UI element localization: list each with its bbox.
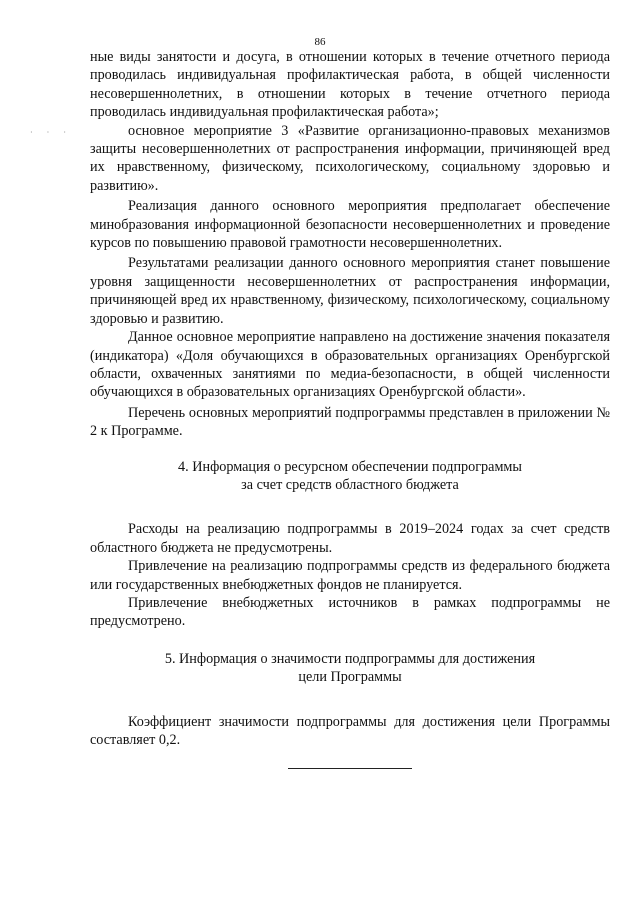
paragraph-list-of-activities: Перечень основных мероприятий подпрограммы представлен в приложении № 2 к Программе.	[90, 404, 610, 440]
section-4-heading-line-1: 4. Информация о ресурсном обеспечении подпрограммы	[178, 458, 522, 475]
section-4-heading-line-2: за счет средств областного бюджета	[241, 476, 459, 493]
paragraph-federal-funds: Привлечение на реализацию подпрограммы средств из федерального бюджета или государственных внебюджетных фондов не планируется.	[90, 558, 610, 593]
end-of-section-rule	[288, 768, 412, 769]
paragraph-expenses: Расходы на реализацию подпрограммы в 2019–2024 годах за счет средств областного бюджета не предусмотрены.	[90, 521, 610, 556]
page-number: 86	[314, 36, 326, 48]
paragraph-implementation: Реализация данного основного мероприятия предполагает обеспечение минобразования информационной безопасности несовершеннолетних и проведение курсов по повышению правовой грамотности несовершеннолетних.	[90, 198, 610, 252]
paragraph-indicator: Данное основное мероприятие направлено на достижение значения показателя (индикатора) «Доля обучающихся в образовательных организациях Оренбургской области, охваченных занятиями по медиа-безопасности, в общей численности обучающихся в образовательных организациях Оренбургской области».	[90, 329, 610, 401]
paragraph-continuation: ные виды занятости и досуга, в отношении которых в течение отчетного периода проводилась индивидуальная профилактическая работа, в общей численности несовершеннолетних, в отношении которых в течение отчетного периода проводилась индивидуальная профилактическая работа»;	[90, 49, 610, 121]
section-5-heading	[90, 650, 610, 687]
section-4-heading	[90, 458, 610, 495]
body-text	[90, 48, 610, 749]
margin-marks: · · ·	[30, 128, 72, 137]
section-5-heading-line-1: 5. Информация о значимости подпрограммы для достижения	[164, 650, 536, 667]
paragraph-significance-coefficient: Коэффициент значимости подпрограммы для достижения цели Программы составляет 0,2.	[90, 713, 610, 748]
paragraph-main-activity-3: основное мероприятие 3 «Развитие организационно-правовых механизмов защиты несовершеннолетних от распространения информации, причиняющей вред их нравственному, физическому, психологическому, социальному здоровью и развитию».	[90, 122, 610, 194]
paragraph-results: Результатами реализации данного основного мероприятия станет повышение уровня защищенности несовершеннолетних от распространения информации, причиняющей вред их нравственному, физическому, психологическому, социальному здоровью и развитию.	[90, 255, 610, 327]
paragraph-extrabudgetary: Привлечение внебюджетных источников в рамках подпрограммы не предусмотрено.	[90, 594, 610, 630]
section-5-heading-line-2: цели Программы	[298, 669, 402, 686]
